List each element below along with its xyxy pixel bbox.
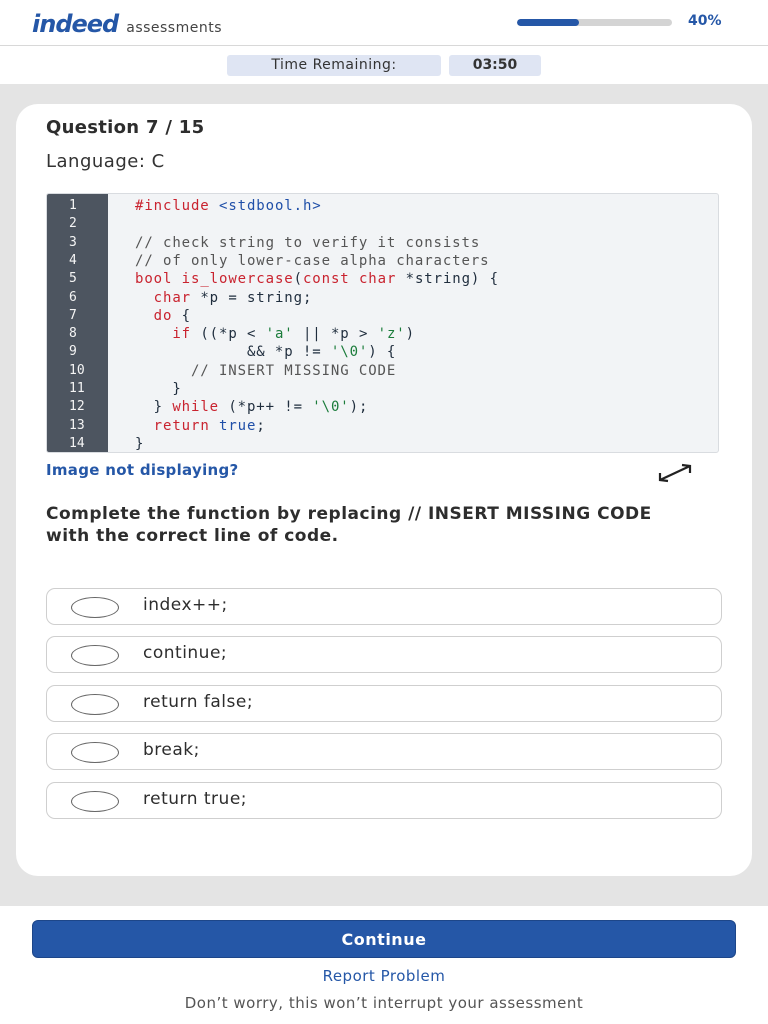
time-remaining-label: Time Remaining: [227, 55, 441, 76]
answer-option[interactable] [46, 733, 722, 770]
radio-button[interactable] [71, 791, 119, 812]
top-bar [0, 0, 768, 46]
code-line: && *p != '\0') { [135, 344, 397, 361]
code-line: // INSERT MISSING CODE [135, 362, 397, 379]
code-line: } while (*p++ != '\0'); [135, 399, 369, 416]
code-line: #include <stdbool.h> [135, 198, 322, 214]
radio-button[interactable] [71, 645, 119, 666]
code-line: if ((*p < 'a' || *p > 'z') [172, 326, 415, 343]
code-line: } [135, 435, 145, 452]
indeed-logo [32, 10, 222, 38]
progress-bar [517, 19, 672, 26]
answer-option-label: index++; [143, 595, 228, 615]
code-line: char *p = string; [153, 289, 313, 306]
answer-option-label: continue; [143, 643, 228, 663]
line-number: 13 [69, 417, 85, 433]
line-number: 14 [69, 435, 85, 451]
answer-option[interactable] [46, 685, 722, 722]
answer-option[interactable] [46, 588, 722, 625]
progress-percent: 40% [688, 13, 722, 29]
continue-button[interactable]: Continue [32, 920, 736, 958]
code-line-gutter [47, 194, 108, 452]
code-snippet [46, 193, 719, 453]
line-number: 4 [69, 252, 77, 268]
expand-icon[interactable] [656, 462, 694, 484]
answer-option-label: return false; [143, 692, 254, 712]
answer-option-label: break; [143, 740, 200, 760]
image-not-displaying-link[interactable]: Image not displaying? [46, 461, 239, 479]
line-number: 7 [69, 307, 77, 323]
line-number: 2 [69, 216, 77, 232]
question-language: Language: C [46, 151, 165, 172]
line-number: 6 [69, 289, 77, 305]
line-number: 10 [69, 362, 85, 378]
answer-option-label: return true; [143, 789, 247, 809]
line-number: 5 [69, 271, 77, 287]
line-number: 8 [69, 326, 77, 342]
question-card [16, 104, 752, 876]
report-problem-link[interactable]: Report Problem [322, 967, 446, 985]
logo-subtitle: assessments [126, 20, 223, 36]
line-number: 11 [69, 381, 85, 396]
time-remaining-value: 03:50 [449, 55, 541, 76]
radio-button[interactable] [71, 742, 119, 763]
line-number: 12 [69, 399, 85, 415]
answer-option[interactable] [46, 636, 722, 673]
code-line: return true; [153, 417, 266, 434]
code-line: do { [153, 307, 192, 324]
question-title: Question 7 / 15 [46, 117, 205, 138]
code-line: bool is_lowercase(const char *string) { [135, 271, 499, 288]
line-number: 3 [69, 234, 77, 250]
code-line: } [135, 381, 182, 397]
logo-wordmark: indeed [32, 10, 119, 38]
line-number: 1 [69, 198, 77, 213]
question-prompt: Complete the function by replacing // INSERT MISSING CODE with the correct line of code. [46, 504, 652, 546]
reassurance-text: Don’t worry, this won’t interrupt your assessment [184, 994, 584, 1012]
code-line: // of only lower-case alpha characters [135, 252, 490, 269]
radio-button[interactable] [71, 694, 119, 715]
code-line: // check string to verify it consists [135, 234, 481, 251]
line-number: 9 [69, 344, 77, 360]
radio-button[interactable] [71, 597, 119, 618]
progress-bar-fill [517, 19, 579, 26]
answer-option[interactable] [46, 782, 722, 819]
